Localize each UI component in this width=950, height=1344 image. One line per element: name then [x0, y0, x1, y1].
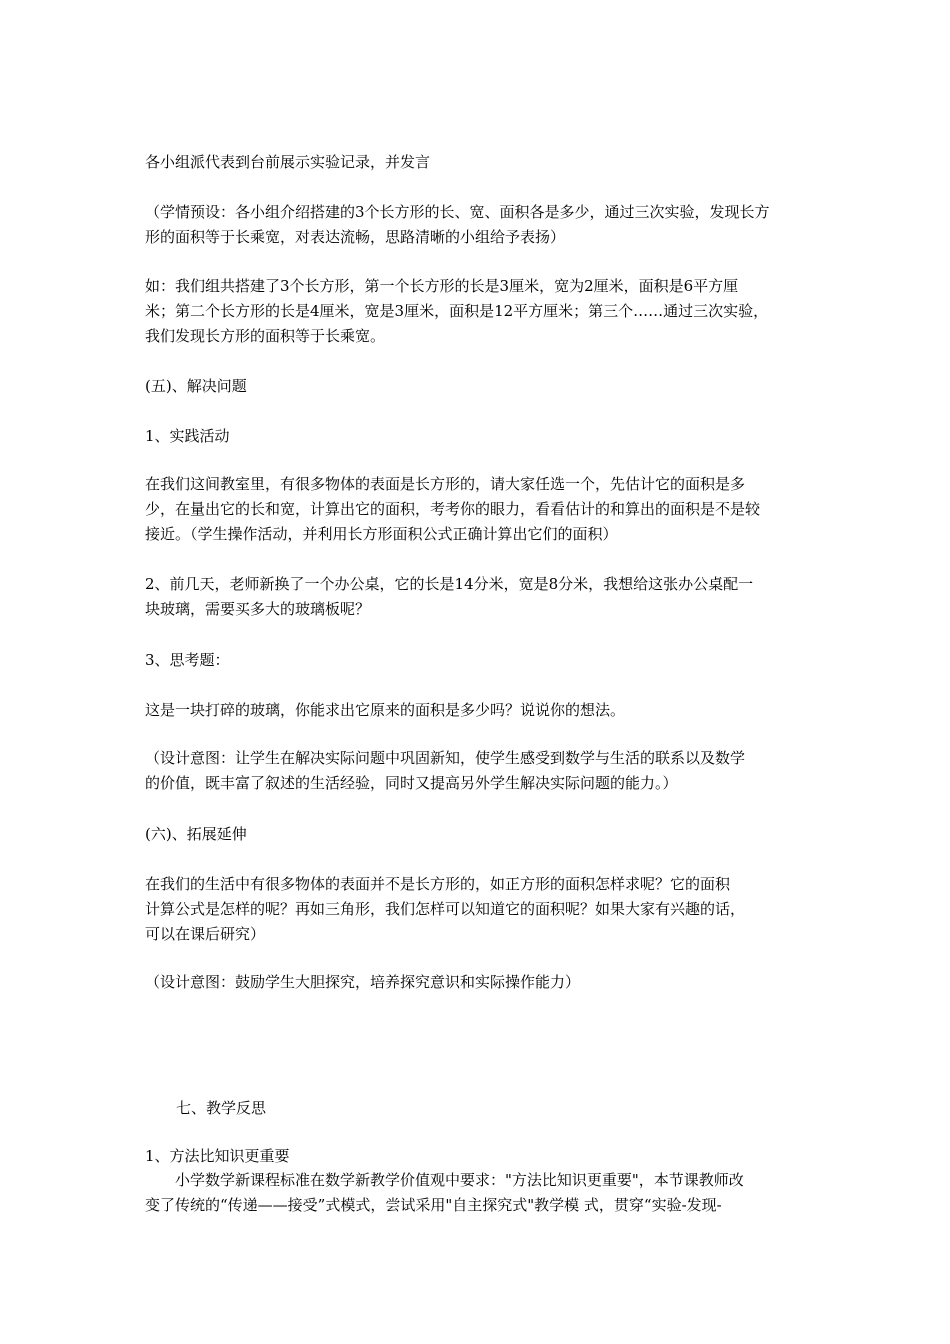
item-heading-practice [145, 424, 810, 449]
paragraph-design-intent-2 [145, 970, 810, 995]
text-line: 块玻璃，需要买多大的玻璃板呢？ [145, 600, 371, 618]
heading-text: (五)、解决问题 [145, 377, 247, 395]
text-line: 变了传统的“传递——接受”式模式，尝试采用"自主探究式"教学模 式，贯穿“实验-发现- [145, 1196, 722, 1214]
section-heading-extension [145, 822, 810, 847]
paragraph-learning-preview [145, 200, 810, 250]
text-line: （设计意图：鼓励学生大胆探究，培养探究意识和实际操作能力） [145, 973, 581, 991]
text-line: 的价值，既丰富了叙述的生活经验，同时又提高另外学生解决实际问题的能力。） [145, 774, 678, 792]
text-line: （设计意图：让学生在解决实际问题中巩固新知，使学生感受到数学与生活的联系以及数学 [145, 749, 746, 767]
heading-text: 七、教学反思 [176, 1099, 267, 1117]
text-line: 我们发现长方形的面积等于长乘宽。 [145, 327, 386, 345]
heading-text: (六)、拓展延伸 [145, 825, 247, 843]
text-line: 2、前几天，老师新换了一个办公桌，它的长是14分米，宽是8分米，我想给这张办公桌配一 [145, 575, 754, 593]
paragraph-extension [145, 872, 810, 947]
text-line: 小学数学新课程标准在数学新教学价值观中要求："方法比知识更重要"，本节课教师改 [175, 1171, 744, 1189]
text-line: 在我们这间教室里，有很多物体的表面是长方形的，请大家任选一个，先估计它的面积是多 [145, 475, 746, 493]
heading-text: 1、实践活动 [145, 427, 230, 445]
heading-text: 1、方法比知识更重要 [145, 1147, 290, 1165]
item-heading-method [145, 1144, 810, 1169]
section-heading-solve-problems [145, 374, 810, 399]
text-line: 计算公式是怎样的呢？再如三角形，我们怎样可以知道它的面积呢？如果大家有兴趣的话， [145, 900, 746, 918]
section-heading-reflection [176, 1096, 810, 1121]
text-line: （学情预设：各小组介绍搭建的3个长方形的长、宽、面积各是多少，通过三次实验，发现长方 [145, 203, 770, 221]
item-heading-thinking [145, 648, 810, 673]
text-line: 接近。（学生操作活动，并利用长方形面积公式正确计算出它们的面积） [145, 525, 618, 543]
paragraph-broken-glass [145, 698, 810, 723]
text-line: 各小组派代表到台前展示实验记录，并发言 [145, 153, 431, 171]
paragraph-reflection [145, 1168, 810, 1218]
paragraph-design-intent-1 [145, 746, 810, 796]
text-line: 形的面积等于长乘宽，对表达流畅，思路清晰的小组给予表扬） [145, 228, 566, 246]
heading-text: 3、思考题： [145, 651, 230, 669]
paragraph-classroom-activity [145, 472, 810, 547]
paragraph-group-presentation [145, 150, 810, 175]
text-line: 少，在量出它的长和宽，计算出它的面积，考考你的眼力，看看估计的和算出的面积是不是较 [145, 500, 761, 518]
paragraph-desk-problem [145, 572, 810, 622]
text-line: 在我们的生活中有很多物体的表面并不是长方形的，如正方形的面积怎样求呢？它的面积 [145, 875, 731, 893]
text-line: 米；第二个长方形的长是4厘米，宽是3厘米，面积是12平方厘米；第三个……通过三次实验， [145, 302, 769, 320]
text-line: 可以在课后研究） [145, 925, 266, 943]
text-line: 这是一块打碎的玻璃，你能求出它原来的面积是多少吗？说说你的想法。 [145, 701, 626, 719]
paragraph-example [145, 274, 810, 349]
text-line: 如：我们组共搭建了3个长方形，第一个长方形的长是3厘米，宽为2厘米，面积是6平方厘 [145, 277, 739, 295]
